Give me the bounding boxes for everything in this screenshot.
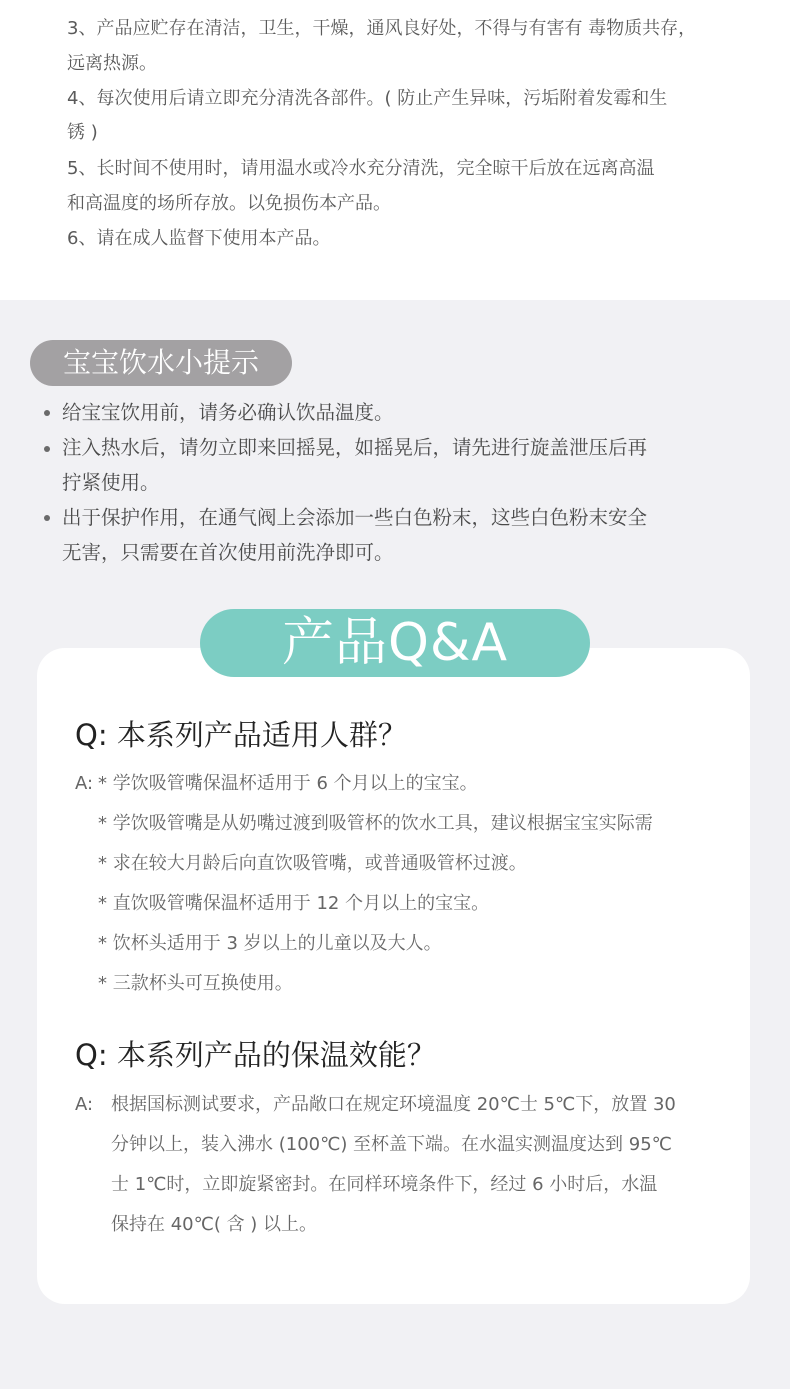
notice-line: 4、每次使用后请立即充分清洗各部件。( 防止产生异味，污垢附着发霉和生 — [67, 88, 668, 109]
answer-line: * 求在较大月龄后向直饮吸管嘴，或普通吸管杯过渡。 — [98, 853, 527, 874]
notice-line: 5、长时间不使用时，请用温水或冷水充分清洗，完全晾干后放在远离高温 — [67, 158, 655, 179]
tip-line: 拧紧使用。 — [62, 471, 160, 494]
tip-line: 注入热水后，请勿立即来回摇晃，如摇晃后，请先进行旋盖泄压后再 — [62, 436, 648, 459]
answer-line: 根据国标测试要求，产品敞口在规定环境温度 20℃士 5℃下，放置 30 — [111, 1094, 676, 1115]
bullet-dot — [44, 410, 50, 416]
notice-line: 远离热源。 — [67, 53, 157, 74]
answer-label: A: — [75, 773, 94, 794]
care-instructions-section — [0, 0, 790, 300]
notice-line: 和高温度的场所存放。以免损伤本产品。 — [67, 193, 391, 214]
tip-line: 无害，只需要在首次使用前洗净即可。 — [62, 541, 394, 564]
answer-line: * 直饮吸管嘴保温杯适用于 12 个月以上的宝宝。 — [98, 893, 490, 914]
answer-line: 保持在 40℃( 含 ) 以上。 — [111, 1214, 318, 1235]
answer-line: 士 1℃时，立即旋紧密封。在同样环境条件下，经过 6 小时后，水温 — [111, 1174, 658, 1195]
bullet-dot — [44, 446, 50, 452]
question-title: Q: 本系列产品适用人群？ — [75, 718, 407, 752]
tip-line: 出于保护作用，在通气阀上会添加一些白色粉末，这些白色粉末安全 — [62, 506, 648, 529]
answer-line: * 学饮吸管嘴是从奶嘴过渡到吸管杯的饮水工具，建议根据宝宝实际需 — [98, 813, 653, 834]
tips-title-badge: 宝宝饮水小提示 — [30, 340, 292, 386]
answer-line: * 饮杯头适用于 3 岁以上的儿童以及大人。 — [98, 933, 442, 954]
answer-label: A: — [75, 1094, 94, 1115]
answer-line: * 三款杯头可互换使用。 — [98, 973, 293, 994]
answer-line: * 学饮吸管嘴保温杯适用于 6 个月以上的宝宝。 — [98, 773, 478, 794]
question-title: Q: 本系列产品的保温效能？ — [75, 1038, 436, 1072]
notice-line: 锈 ) — [67, 122, 98, 143]
bullet-dot — [44, 515, 50, 521]
notice-line: 6、请在成人监督下使用本产品。 — [67, 228, 331, 249]
tip-line: 给宝宝饮用前，请务必确认饮品温度。 — [62, 401, 394, 424]
notice-line: 3、产品应贮存在清洁，卫生，干燥，通风良好处，不得与有害有 毒物质共存， — [67, 18, 697, 39]
answer-line: 分钟以上，装入沸水 (100℃) 至杯盖下端。在水温实测温度达到 95℃ — [111, 1134, 672, 1155]
qa-banner: 产品Q&A — [200, 609, 590, 677]
